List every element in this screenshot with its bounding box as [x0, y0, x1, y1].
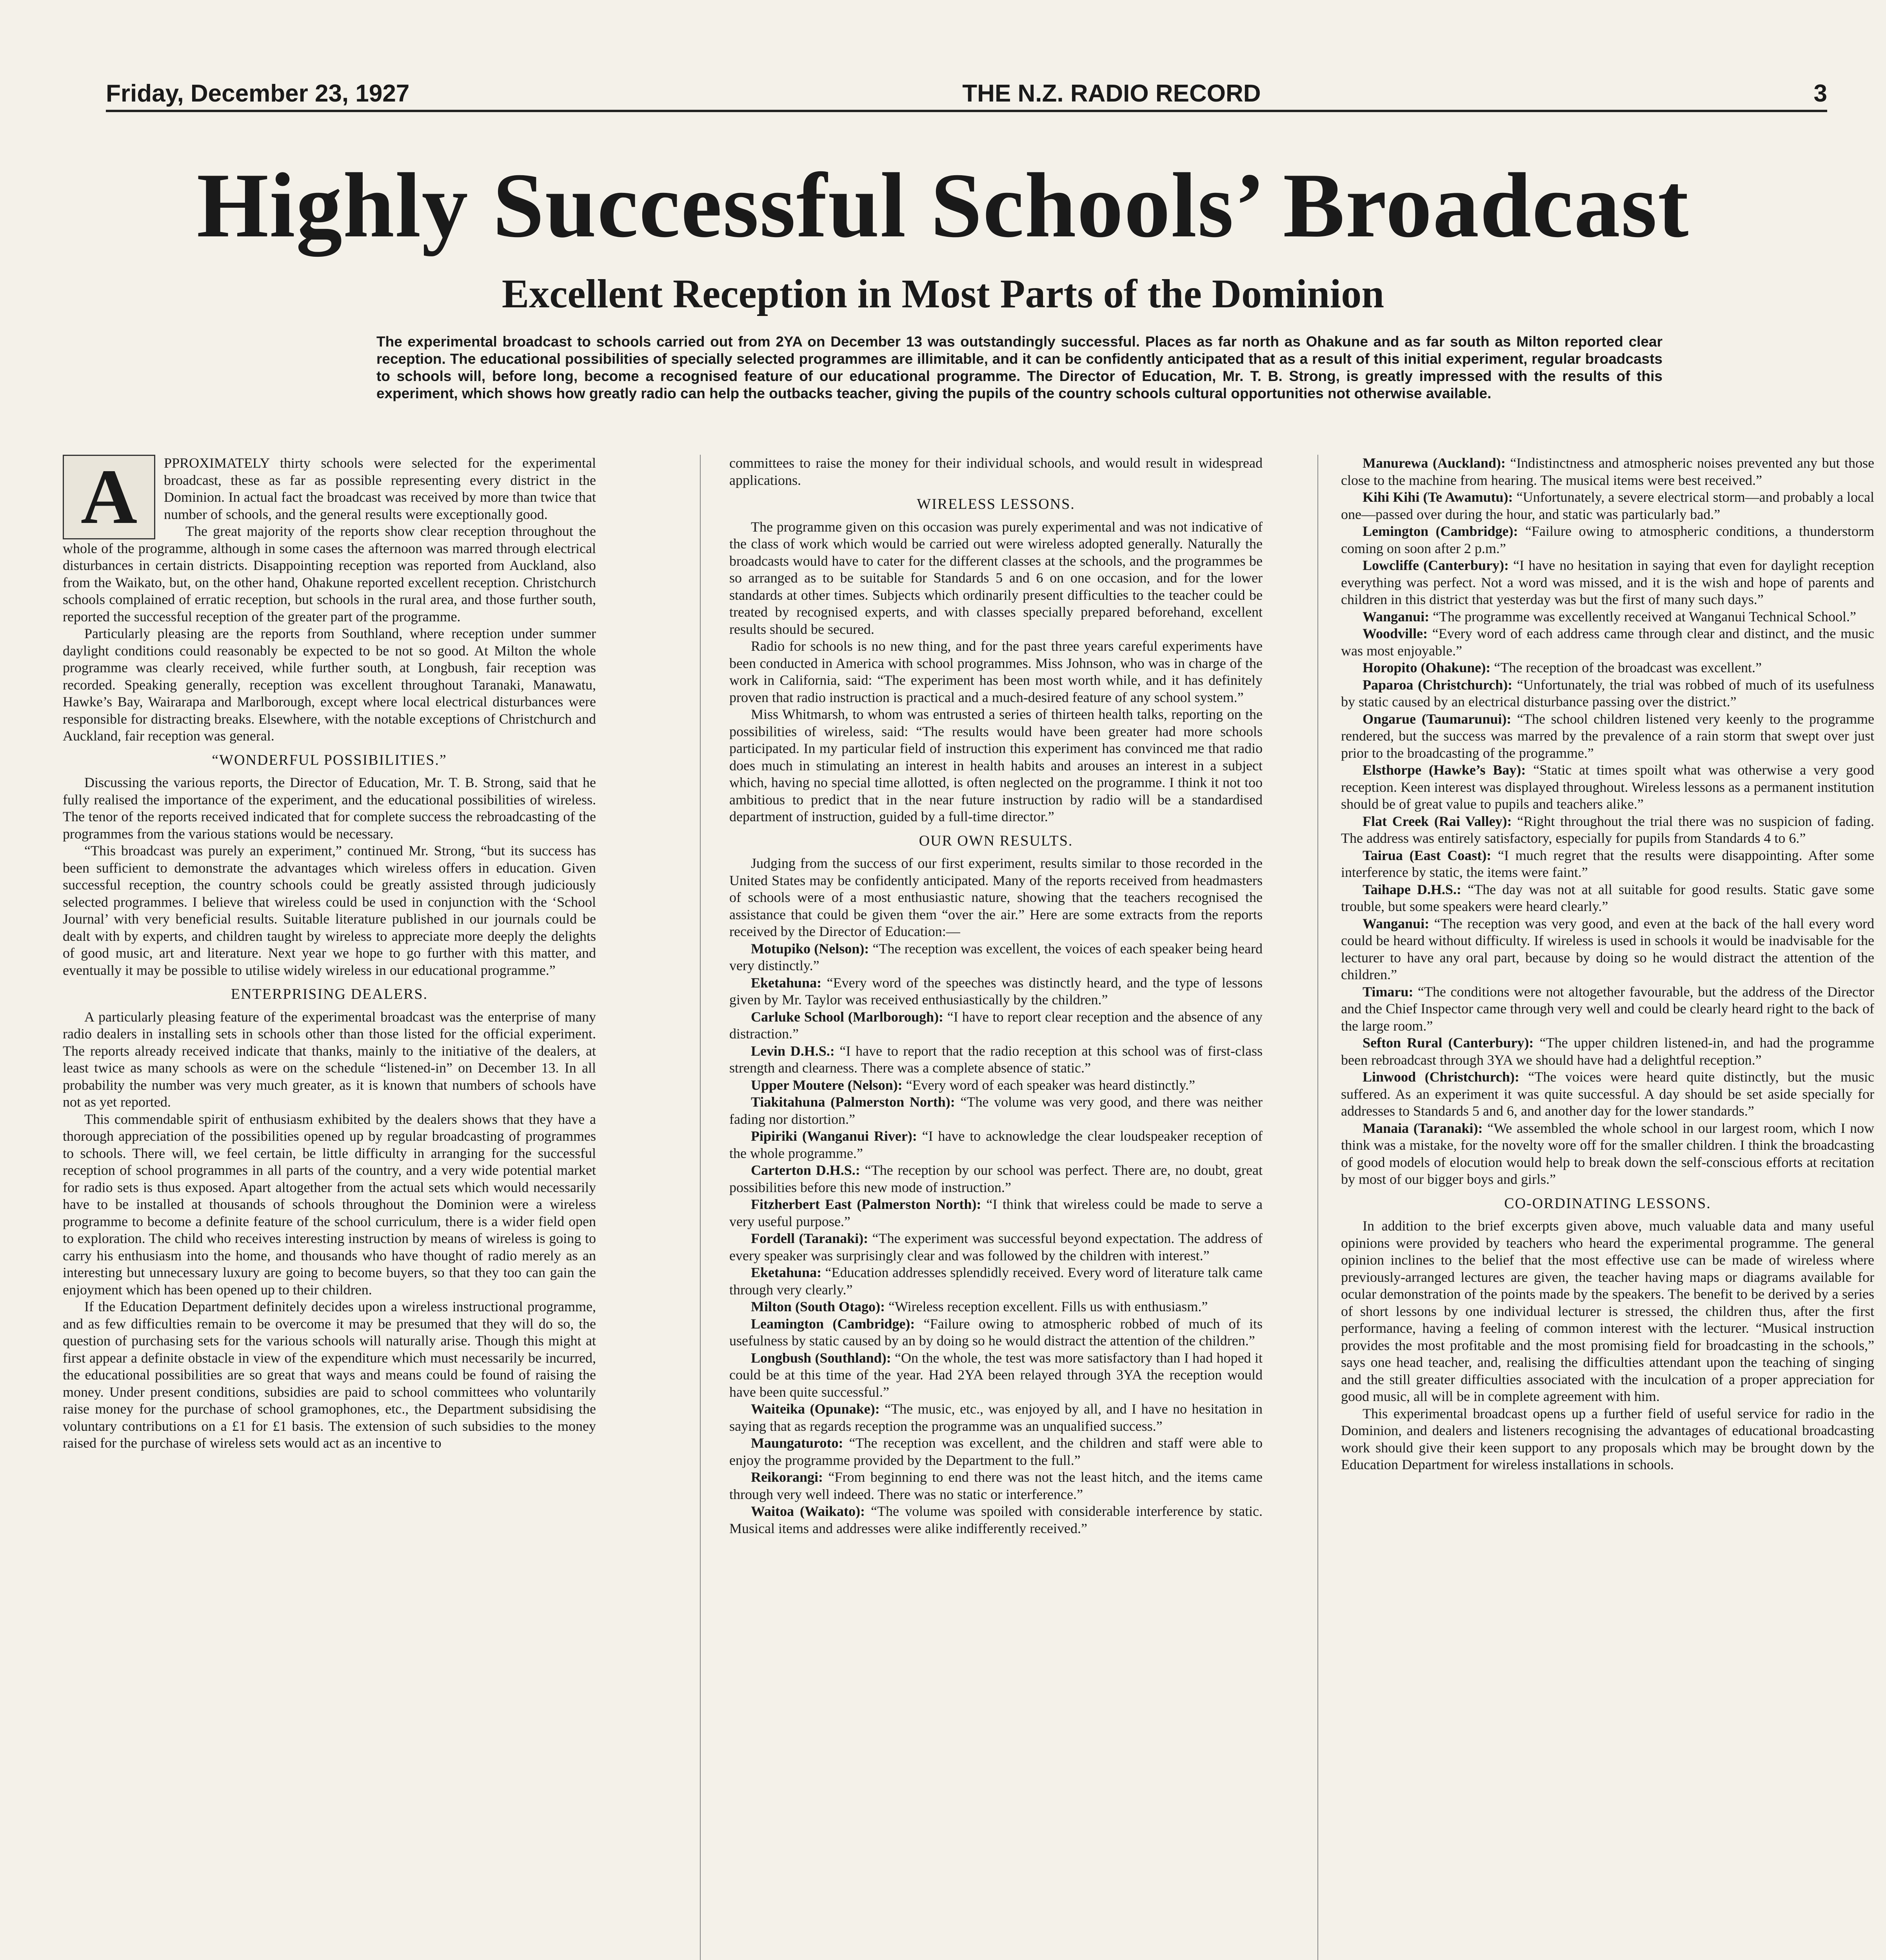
school-name: Taihape D.H.S.:	[1363, 881, 1461, 897]
school-report	[1341, 984, 1874, 1035]
paragraph: This commendable spirit of enthusiasm exhibited by the dealers shows that they have a thorough appreciation of the possibilities opened up by regular broadcasting of programmes to schools. There will, we feel certain, be little difficulty in arranging for the successful reception of school programmes in all parts of the country, and a very wide potential market for radio sets is thus exposed. Apart altogether from the actual sets which would necessarily have to be installed at thousands of schools throughout the Dominion were a wireless programme to become a definite feature of the school curriculum, there is a wider field open to exploration. The child who receives interesting instruction by means of wireless is going to carry his enthusiasm into the home, and thousands who have thought of radio merely as an interesting but unnecessary luxury are going to become buyers, so that they too can gain the enjoyment which has been opened up to their children.	[63, 1111, 596, 1298]
report-text: “Static at times spoilt what was otherwise a very good reception. Keen interest was displayed throughout. Wireless lessons as a permanent institution should be of great value to pupils and teachers alike.”	[1341, 762, 1874, 812]
school-report	[729, 1009, 1263, 1043]
school-name: Ongarue (Taumarunui):	[1363, 711, 1512, 727]
report-text: “I think that wireless could be made to serve a very useful purpose.”	[729, 1196, 1263, 1229]
school-report	[1341, 762, 1874, 813]
school-name: Longbush (Southland):	[751, 1350, 891, 1366]
school-report	[729, 1077, 1263, 1094]
paragraph: In addition to the brief excerpts given above, much valuable data and many useful opinions were provided by teachers who heard the experimental programme. The general opinion inclines to the belief that the most effective use can be made of wireless where previously-arranged lectures are given, the teacher having maps or diagrams available for ocular demonstration of the points made by the speakers. The benefit to be derived by a series of short lessons by one individual lecturer is stressed, the children thus, after the first performance, having a feeling of common interest with the lecturer. “Musical instruction provides the most profitable and the most promising field for broadcasting in the schools,” says one head teacher, and, realising the difficulties attendant upon the teaching of singing and the still greater difficulties associated with the inculcation of a proper appreciation for good music, all will be in complete agreement with him.	[1341, 1218, 1874, 1404]
school-name: Paparoa (Christchurch):	[1363, 677, 1513, 693]
paragraph: Particularly pleasing are the reports from Southland, where reception under summer daylight conditions could reasonably be expected to be not so good. At Milton the whole programme was clearly received, while further south, at Longbush, fair reception was recorded. Speaking generally, reception was excellent throughout Taranaki, Manawatu, Hawke’s Bay, Wairarapa and Marlborough, except where local electrical disturbances were responsible for distracting breaks. Elsewhere, with the notable exceptions of Christchurch and Auckland, fair reception was general.	[63, 626, 596, 744]
article-column-3	[1341, 455, 1874, 1474]
report-text: “The programme was excellently received at Wanganui Technical School.”	[1429, 608, 1856, 624]
section-heading: “WONDERFUL POSSIBILITIES.”	[212, 751, 447, 768]
paragraph: PPROXIMATELY thirty schools were selected for the experimental broadcast, these as far as possible representing every district in the Dominion. In actual fact the broadcast was received by more than twice that number of schools, and the general results were exceptionally good.	[164, 455, 596, 522]
report-text: “I have to report that the radio reception at this school was of first-class strength and clearness. There was a complete absence of static.”	[729, 1043, 1263, 1076]
school-report	[1341, 1069, 1874, 1120]
school-report	[1341, 677, 1874, 711]
column-rule	[700, 455, 701, 1960]
school-name: Lowcliffe (Canterbury):	[1363, 557, 1509, 573]
school-name: Horopito (Ohakune):	[1363, 660, 1491, 675]
school-report	[1341, 489, 1874, 523]
school-name: Fordell (Taranaki):	[751, 1230, 869, 1246]
report-text: “Failure owing to atmospheric robbed of much of its usefulness by static caused by an by doing so he would distract the attention of the children.”	[729, 1316, 1263, 1348]
school-name: Kihi Kihi (Te Awamutu):	[1363, 489, 1513, 505]
school-report	[1341, 659, 1874, 677]
school-name: Linwood (Christchurch):	[1363, 1069, 1519, 1085]
paragraph: The great majority of the reports show clear reception throughout the whole of the programme, although in some cases the afternoon was marred through electrical disturbances in certain districts. Disappointing reception was reported from Auckland, also from the Waikato, but, on the other hand, Ohakune reported excellent reception. Christchurch schools complained of erratic reception, but schools in the rural area, and those further south, reported the successful reception of the greater part of the programme.	[63, 523, 596, 624]
school-name: Motupiko (Nelson):	[751, 940, 869, 956]
masthead-paper-title: THE N.Z. RADIO RECORD	[962, 80, 1261, 107]
school-name: Woodville:	[1363, 626, 1428, 641]
school-name: Lemington (Cambridge):	[1363, 523, 1518, 539]
report-text: “The music, etc., was enjoyed by all, and I have no hesitation in saying that as regards reception the programme was an unqualified success.”	[729, 1401, 1263, 1434]
school-name: Waitoa (Waikato):	[751, 1503, 865, 1519]
school-report	[729, 1469, 1263, 1503]
school-name: Upper Moutere (Nelson):	[751, 1077, 903, 1093]
article-headline: Highly Successful Schools’ Broadcast	[196, 154, 1690, 257]
school-name: Tairua (East Coast):	[1363, 847, 1492, 863]
school-report	[729, 1298, 1263, 1316]
school-report	[1341, 711, 1874, 762]
school-name: Reikorangi:	[751, 1469, 823, 1485]
paragraph: “This broadcast was purely an experiment,” continued Mr. Strong, “but its success has been sufficient to demonstrate the advantages which wireless offers in education. Given successful reception, the country schools could be greatly assisted through judiciously selected programmes. I believe that wireless could be used in conjunction with the ‘School Journal’ with very beneficial results. Suitable literature published in our journals could be dealt with by experts, and children taught by wireless to appreciate more deeply the delights of good music, art and literature. Next year we hope to go further with this matter, and eventually it may be possible to utilise widely wireless in our educational programme.”	[63, 843, 596, 978]
school-report	[1341, 813, 1874, 847]
school-name: Fitzherbert East (Palmerston North):	[751, 1196, 981, 1212]
masthead-page-number: 3	[1813, 80, 1827, 107]
school-name: Flat Creek (Rai Valley):	[1363, 813, 1512, 829]
school-name: Eketahuna:	[751, 975, 822, 991]
article-lead-paragraph: The experimental broadcast to schools carried out from 2YA on December 13 was outstandingly successful. Places as far north as Ohakune and as far south as Milton reported clear reception. The educational possibilities of specially selected programmes are illimitable, and it can be confidently anticipated that as a result of this initial experiment, regular broadcasts to schools will, before long, become a recognised feature of our educational programme. The Director of Education, Mr. T. B. Strong, is greatly impressed with the results of this experiment, which shows how greatly radio can help the outbacks teacher, giving the pupils of the country schools cultural opportunities not otherwise available.	[376, 334, 1663, 401]
masthead-date: Friday, December 23, 1927	[106, 80, 410, 107]
school-name: Elsthorpe (Hawke’s Bay):	[1363, 762, 1526, 778]
school-name: Carluke School (Marlborough):	[751, 1009, 944, 1025]
school-report	[729, 1435, 1263, 1469]
paragraph: committees to raise the money for their individual schools, and would result in widespread applications.	[729, 455, 1263, 488]
school-report	[729, 1350, 1263, 1401]
report-text: “The upper children listened-in, and had the programme been rebroadcast through 3YA we should have had a delightful reception.”	[1341, 1035, 1874, 1068]
school-name: Eketahuna:	[751, 1265, 822, 1280]
school-report	[729, 1401, 1263, 1435]
section-heading: CO-ORDINATING LESSONS.	[1504, 1195, 1711, 1212]
paragraph: Discussing the various reports, the Director of Education, Mr. T. B. Strong, said that he fully realised the importance of the experiment, and the educational possibilities of wireless. The tenor of the reports received indicated that for complete success the rebroadcasting of the programmes from the various stations would be necessary.	[63, 775, 596, 842]
paragraph: Judging from the success of our first experiment, results similar to those recorded in the United States may be confidently anticipated. Many of the reports received from headmasters of schools were of a most enthusiastic nature, showing that the teachers recognised the assistance that could be given them “over the air.” Here are some extracts from the reports received by the Director of Education:—	[729, 855, 1263, 939]
school-name: Sefton Rural (Canterbury):	[1363, 1035, 1534, 1051]
school-name: Wanganui:	[1363, 608, 1430, 624]
school-report	[1341, 847, 1874, 881]
school-report	[729, 1043, 1263, 1077]
school-report	[1341, 608, 1874, 626]
report-text: “The volume was spoiled with considerable interference by static. Musical items and addresses were alike indifferently received.”	[729, 1503, 1263, 1536]
report-text: “Unfortunately, a severe electrical storm—and probably a local one—passed over during the hour, and static was particularly bad.”	[1341, 489, 1874, 522]
school-name: Milton (South Otago):	[751, 1299, 885, 1314]
school-report	[1341, 557, 1874, 608]
school-report	[1341, 881, 1874, 915]
report-text: “The reception was very good, and even at the back of the hall every word could be heard without difficulty. If wireless is used in schools it would be inadvisable for the lecturer to have any oral part, because by doing so he would distract the attention of the children.”	[1341, 915, 1874, 982]
school-report	[1341, 523, 1874, 557]
school-name: Maungaturoto:	[751, 1435, 843, 1451]
column-rule	[1317, 455, 1318, 1960]
report-text: “We assembled the whole school in our largest room, which I now think was a mistake, for the novelty wore off for the smaller children. I think the broadcasting of good models of elocution would help to break down the self-conscious efforts at recitation by most of our bigger boys and girls.”	[1341, 1120, 1875, 1187]
report-text: “Indistinctness and atmospheric noises prevented any but those close to the machine from hearing. The musical items were best received.”	[1341, 455, 1875, 488]
report-text: “I have to report clear reception and the absence of any distraction.”	[729, 1009, 1263, 1042]
paragraph: If the Education Department definitely decides upon a wireless instructional programme, and as few difficulties remain to be overcome it may be presumed that they will do so, the question of purchasing sets for the various schools will naturally arise. Though this might at first appear a definite obstacle in view of the expenditure which must necessarily be incurred, the educational possibilities are so great that ways and means could be found of raising the money. Under present conditions, subsidies are paid to school committees who voluntarily raise money for the purchase of school gramophones, etc., the Department subsidising the voluntary contributions on a £1 for £1 basis. The extension of such subsidies to the money raised for the purchase of wireless sets would act as an incentive to	[63, 1299, 596, 1451]
article-column-2	[729, 455, 1263, 1537]
report-text: “Education addresses splendidly received. Every word of literature talk came through very clearly.”	[729, 1265, 1263, 1298]
school-report	[729, 940, 1263, 975]
school-report	[729, 1162, 1263, 1196]
report-text: “On the whole, the test was more satisfactory than I had hoped it could be at this time of the year. Had 2YA been relayed through 3YA the reception would have been quite successful.”	[729, 1350, 1263, 1400]
report-text: “The reception was excellent, and the children and staff were able to enjoy the programme provided by the Department to the full.”	[729, 1435, 1263, 1468]
school-name: Levin D.H.S.:	[751, 1043, 835, 1059]
school-report	[729, 975, 1263, 1009]
school-name: Wanganui:	[1363, 915, 1430, 931]
school-report	[729, 1316, 1263, 1350]
paragraph: The programme given on this occasion was purely experimental and was not indicative of the class of work which would be carried out were wireless adopted generally. Naturally the broadcasts would have to cater for the different classes at the schools, and the programmes be so arranged as to be suitable for Standards 5 and 6 on one occasion, and for the lower standards at other times. Subjects which ordinarily present difficulties to the teacher could be treated by recognised experts, and with classes specially prepared beforehand, excellent results should be secured.	[729, 519, 1263, 637]
report-text: “The reception by our school was perfect. There are, no doubt, great possibilities before this new mode of instruction.”	[729, 1162, 1263, 1195]
article-subhead: Excellent Reception in Most Parts of the Dominion	[501, 271, 1385, 316]
report-text: “The conditions were not altogether favourable, but the address of the Director and the Chief Inspector came through very well and could be clearly heard right to the back of the large room.”	[1341, 984, 1874, 1034]
report-text: “Every word of each address came through clear and distinct, and the music was most enjoyable.”	[1341, 626, 1874, 659]
section-heading: WIRELESS LESSONS.	[917, 496, 1075, 512]
school-report	[1341, 1120, 1874, 1188]
masthead	[106, 78, 1827, 112]
school-name: Carterton D.H.S.:	[751, 1162, 860, 1178]
paragraph: Miss Whitmarsh, to whom was entrusted a series of thirteen health talks, reporting on the possibilities of wireless, said: “The results would have been greater had more schools participated. In my particular field of instruction this experiment has convinced me that radio does much in stimulating an interest in health habits and arouses an interest in a subject which, having no special time allotted, is often neglected on the programme. I think it not too ambitious to predict that in the near future instruction by radio will be a standardised department of instruction, guided by a full-time director.”	[729, 706, 1263, 824]
report-text: “Failure owing to atmospheric conditions, a thunderstorm coming on soon after 2 p.m.”	[1341, 523, 1874, 556]
school-report	[1341, 455, 1874, 489]
report-text: “The reception was excellent, the voices of each speaker being heard very distinctly.”	[729, 940, 1263, 973]
school-name: Manaia (Taranaki):	[1363, 1120, 1483, 1136]
school-report	[1341, 915, 1874, 984]
paragraph: Radio for schools is no new thing, and for the past three years careful experiments have been conducted in America with school programmes. Miss Johnson, who was in charge of the work in California, said: “The experiment has been most worth while, and it has definitely proven that radio instruction is practical and a much-desired feature of any school system.”	[729, 638, 1263, 705]
article-column-1	[63, 455, 596, 1452]
school-report	[729, 1128, 1263, 1162]
report-text: “Right throughout the trial there was no suspicion of fading. The address was entirely satisfactory, especially for pupils from Standards 4 to 6.”	[1341, 813, 1874, 846]
school-report	[1341, 1034, 1874, 1069]
report-text: “Every word of the speeches was distinctly heard, and the type of lessons given by Mr. Taylor was received enthusiastically by the children.”	[729, 975, 1263, 1007]
school-report	[729, 1503, 1263, 1537]
report-text: “From beginning to end there was not the least hitch, and the items came through very well indeed. There was no static or interference.”	[729, 1469, 1263, 1502]
report-text: “The day was not at all suitable for good results. Static gave some trouble, but some speakers were heard clearly.”	[1341, 881, 1874, 914]
report-text: “The voices were heard quite distinctly, but the music suffered. As an experiment it was quite successful. A day should be set aside specially for addresses to Standards 5 and 6, and another day for the lower standards.”	[1341, 1069, 1874, 1119]
school-name: Waiteika (Opunake):	[751, 1401, 880, 1417]
report-text: “Wireless reception excellent. Fills us with enthusiasm.”	[885, 1299, 1208, 1314]
school-report	[729, 1264, 1263, 1298]
paragraph: A particularly pleasing feature of the experimental broadcast was the enterprise of many radio dealers in installing sets in schools other than those listed for the official experiment. The reports already received indicate that thanks, mainly to the initiative of the dealers, at least twice as many schools as were on the schedule “listened-in” on December 13. In all probability the number was very much greater, as it is known that numbers of schools have not as yet reported.	[63, 1009, 596, 1110]
report-text: “I have to acknowledge the clear loudspeaker reception of the whole programme.”	[729, 1128, 1263, 1161]
report-text: “The school children listened very keenly to the programme rendered, but the success was marred by the prevalence of a rain storm that swept over just prior to the broadcasting of the programme.”	[1341, 711, 1874, 761]
school-name: Pipiriki (Wanganui River):	[751, 1128, 917, 1144]
school-report	[729, 1196, 1263, 1230]
report-text: “I much regret that the results were disappointing. After some interference by static, the items were faint.”	[1341, 847, 1874, 880]
report-text: “Every word of each speaker was heard distinctly.”	[902, 1077, 1195, 1093]
report-text: “Unfortunately, the trial was robbed of much of its usefulness by static caused by an electrical disturbance passing over the district.”	[1341, 677, 1874, 710]
paragraph: This experimental broadcast opens up a further field of useful service for radio in the Dominion, and dealers and listeners recognising the advantages of educational broadcasting work should give their keen support to any proposals which may be brought down by the Education Department for wireless installations in schools.	[1341, 1405, 1874, 1472]
drop-cap-letter: A	[63, 455, 155, 539]
report-text: “I have no hesitation in saying that even for daylight reception everything was perfect. Not a word was missed, and it is the wish and hope of parents and children in this district that yesterday was but the first of many such days.”	[1341, 557, 1874, 607]
school-name: Leamington (Cambridge):	[751, 1316, 915, 1332]
school-report	[729, 1230, 1263, 1264]
report-text: “The reception of the broadcast was excellent.”	[1490, 660, 1762, 675]
section-heading: OUR OWN RESULTS.	[919, 832, 1073, 849]
report-text: “The volume was very good, and there was neither fading nor distortion.”	[729, 1094, 1263, 1127]
report-text: “The experiment was successful beyond expectation. The address of every speaker was surprisingly clear and was followed by the children with interest.”	[729, 1230, 1263, 1263]
school-name: Tiakitahuna (Palmerston North):	[751, 1094, 955, 1110]
section-heading: ENTERPRISING DEALERS.	[231, 986, 428, 1002]
school-report	[1341, 625, 1874, 659]
school-name: Timaru:	[1363, 984, 1414, 1000]
school-report	[729, 1094, 1263, 1128]
school-name: Manurewa (Auckland):	[1363, 455, 1506, 471]
